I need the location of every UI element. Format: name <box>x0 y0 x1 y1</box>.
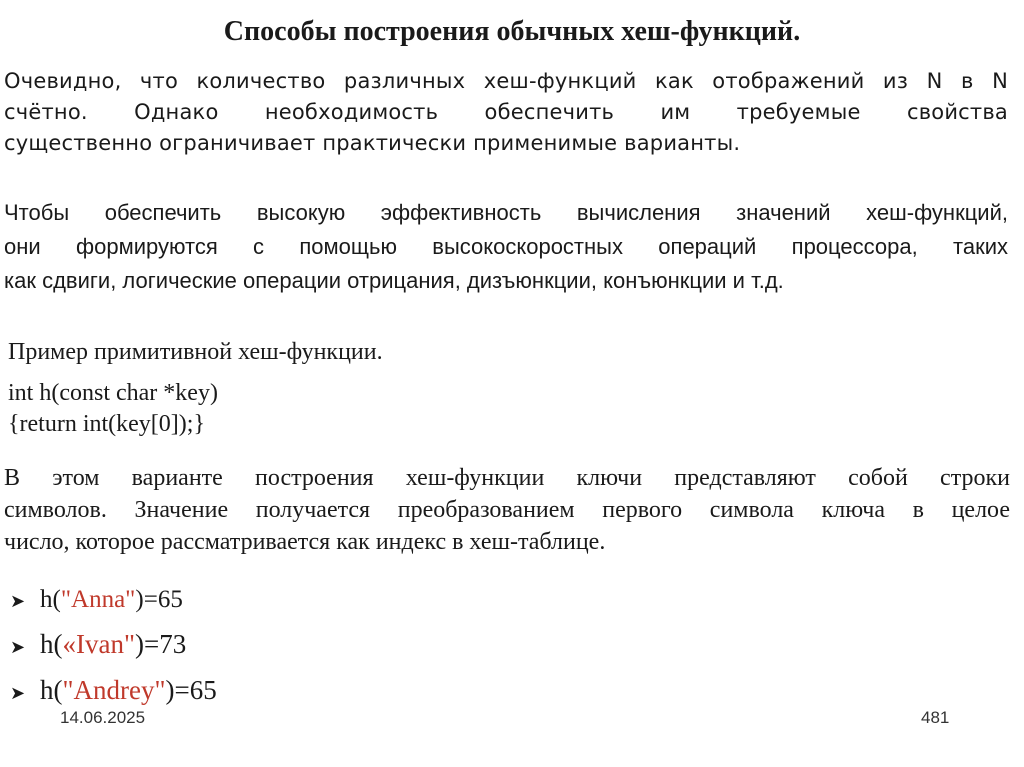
bullet-suffix: )=73 <box>135 629 187 659</box>
bullet-string-arg: "Andrey" <box>62 675 166 705</box>
code-line-signature: int h(const char *key) <box>8 380 218 406</box>
bullet-prefix: h( <box>40 629 63 659</box>
bullet-suffix: )=65 <box>135 586 183 613</box>
paragraph-line: Чтобы обеспечить высокую эффективность вычисления значений хеш-функций, <box>4 200 1008 225</box>
paragraph-line: Очевидно, что количество различных хеш-функций как отображений из N в N <box>4 69 1008 93</box>
paragraph-efficiency <box>4 196 1008 298</box>
slide-title: Способы построения обычных хеш-функций. <box>223 16 801 47</box>
bullet-string-arg: "Anna" <box>60 586 136 613</box>
paragraph-line: символов. Значение получается преобразованием первого символа ключа в целое <box>4 497 1010 523</box>
hash-examples-list <box>10 584 217 720</box>
paragraph-line: В этом варианте построения хеш-функции ключи представляют собой строки <box>4 465 1010 491</box>
paragraph-countability <box>4 66 1008 159</box>
bullet-string-arg: «Ivan" <box>62 629 135 659</box>
paragraph-line: они формируются с помощью высокоскоростных операций процессора, таких <box>4 234 1008 259</box>
paragraph-line: существенно ограничивает практически применимые варианты. <box>4 131 741 155</box>
bullet-suffix: )=65 <box>165 675 217 705</box>
arrow-bullet-icon: ➤ <box>10 637 26 658</box>
paragraph-line: счётно. Однако необходимость обеспечить им требуемые свойства <box>4 100 1008 124</box>
footer-date: 14.06.2025 <box>60 708 146 727</box>
paragraph-explanation <box>4 462 1010 558</box>
list-item <box>10 674 217 710</box>
example-title: Пример примитивной хеш-функции. <box>8 339 383 365</box>
bullet-prefix: h( <box>40 586 61 613</box>
list-item <box>10 628 217 664</box>
arrow-bullet-icon: ➤ <box>10 683 26 704</box>
page-number: 481 <box>921 708 950 727</box>
arrow-bullet-icon: ➤ <box>10 591 26 612</box>
bullet-prefix: h( <box>40 675 63 705</box>
code-line-body: {return int(key[0]);} <box>8 411 205 437</box>
code-example <box>8 378 218 440</box>
paragraph-line: как сдвиги, логические операции отрицания, дизъюнкции, конъюнкции и т.д. <box>4 268 784 293</box>
list-item <box>10 584 217 618</box>
paragraph-line: число, которое рассматривается как индекс в хеш-таблице. <box>4 529 606 555</box>
